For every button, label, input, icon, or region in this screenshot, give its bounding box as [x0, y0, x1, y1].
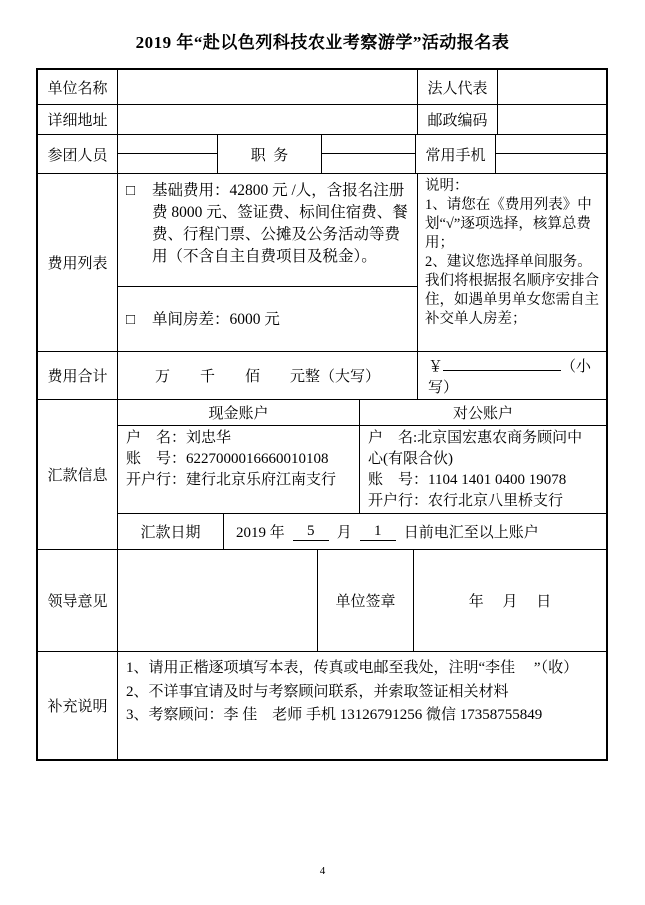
- cash-account-info: [118, 426, 360, 513]
- account-headers: [118, 400, 606, 426]
- supplement-line-2: 2、不详事宜请及时与考察顾问联系，并索取签证相关材料: [126, 683, 509, 700]
- cash-account-header: 现金账户: [118, 400, 360, 425]
- public-account-name: 户 名:北京国宏惠农商务顾问中心(有限合伙): [368, 430, 583, 467]
- fee-notes: [418, 174, 606, 351]
- fee-options: [118, 174, 418, 351]
- row-fee-list: [38, 174, 606, 352]
- fill-line: [322, 135, 415, 154]
- address-field[interactable]: [118, 105, 418, 134]
- remit-month-field[interactable]: 5: [293, 523, 329, 541]
- fill-line: [118, 135, 217, 154]
- unit-name-field[interactable]: [118, 70, 418, 104]
- supplement-label: 补充说明: [38, 652, 118, 759]
- fee-note-1: 1、请您在《费用列表》中划“√”逐项选择，核算总费用；: [425, 197, 592, 251]
- legal-rep-field[interactable]: [498, 70, 606, 104]
- public-account-number: 账 号：1104 1401 0400 19078: [368, 472, 567, 488]
- row-leader-opinion: [38, 550, 606, 652]
- fill-line: [496, 135, 606, 154]
- public-account-info: [360, 426, 606, 513]
- row-remittance: [38, 400, 606, 550]
- address-label: 详细地址: [38, 105, 118, 134]
- unit-seal-label: 单位签章: [318, 550, 414, 651]
- public-account-header: 对公账户: [452, 406, 513, 422]
- supplement-notes: [118, 652, 606, 759]
- single-room-fee-item: [118, 287, 417, 351]
- postal-code-field[interactable]: [498, 105, 606, 134]
- base-fee-item: [118, 174, 417, 287]
- row-members: [38, 135, 606, 174]
- single-room-checkbox[interactable]: □: [126, 312, 136, 328]
- currency-symbol: ￥: [428, 359, 444, 375]
- row-address: [38, 105, 606, 135]
- amount-small-field[interactable]: [443, 356, 561, 371]
- position-label: 职 务: [218, 135, 322, 173]
- fee-total-label: 费用合计: [38, 352, 118, 399]
- base-fee-text: 基础费用：42800 元 /人，含报名注册费 8000 元、签证费、标间住宿费、餐费、行程门票、公摊及公务活动等费用（不含自主自费项目及税金）。: [152, 182, 408, 265]
- leader-opinion-label: 领导意见: [38, 550, 118, 651]
- amount-capital-text: 万 千 佰 元整（大写）: [154, 369, 380, 385]
- sign-date-field[interactable]: [414, 550, 606, 651]
- mobile-label: 常用手机: [416, 135, 496, 173]
- remit-date-label: 汇款日期: [118, 514, 224, 549]
- sign-date-placeholder: 年 月 日: [468, 594, 552, 610]
- fee-note-2: 2、建议您选择单间服务。我们将根据报名顺序安排合住，如遇单男单女您需自主补交单人房差；: [425, 254, 599, 327]
- amount-small-cell: [418, 352, 606, 399]
- remit-date-year: 2019 年: [236, 525, 285, 541]
- registration-form-table: [36, 68, 608, 761]
- form-title: 2019 年“赴以色列科技农业考察游学”活动报名表: [135, 33, 510, 52]
- amount-capital-field[interactable]: [118, 352, 418, 399]
- supplement-line-1: 1、请用正楷逐项填写本表，传真或电邮至我处，注明“李佳 ”（收）: [126, 660, 579, 676]
- remit-day-field[interactable]: 1: [360, 523, 396, 541]
- amount-small-label: （小写）: [428, 359, 592, 396]
- remittance-details: [118, 400, 606, 549]
- unit-name-label: 单位名称: [38, 70, 118, 104]
- members-label: 参团人员: [38, 135, 118, 173]
- mobile-field[interactable]: [496, 135, 606, 173]
- fee-note-title: 说明：: [425, 178, 469, 194]
- fee-list-label: 费用列表: [38, 174, 118, 351]
- cash-account-bank: 开户行：建行北京乐府江南支行: [126, 472, 337, 488]
- cash-account-number: 账 号：6227000016660010108: [126, 451, 329, 467]
- cash-account-name: 户 名：刘忠华: [126, 430, 232, 446]
- legal-rep-label: 法人代表: [418, 70, 498, 104]
- remittance-label: 汇款信息: [38, 400, 118, 549]
- remit-date-row: [118, 514, 606, 549]
- remit-month-label: 月: [336, 525, 352, 541]
- remit-date-text: [224, 514, 606, 549]
- position-field[interactable]: [322, 135, 416, 173]
- supplement-line-3: 3、考察顾问：李 佳 老师 手机 13126791256 微信 17358755849: [126, 707, 543, 723]
- member-name-field[interactable]: [118, 135, 218, 173]
- row-fee-total: [38, 352, 606, 400]
- remit-date-suffix: 日前电汇至以上账户: [403, 525, 539, 541]
- row-unit-name: [38, 70, 606, 105]
- base-fee-checkbox[interactable]: □: [126, 183, 136, 199]
- leader-opinion-field[interactable]: [118, 550, 318, 651]
- page-number: 4: [319, 865, 326, 877]
- row-supplement: [38, 652, 606, 759]
- public-account-bank: 开户行：农行北京八里桥支行: [368, 493, 564, 509]
- postal-code-label: 邮政编码: [418, 105, 498, 134]
- single-room-fee-text: 单间房差：6000 元: [152, 311, 280, 328]
- account-details: [118, 426, 606, 514]
